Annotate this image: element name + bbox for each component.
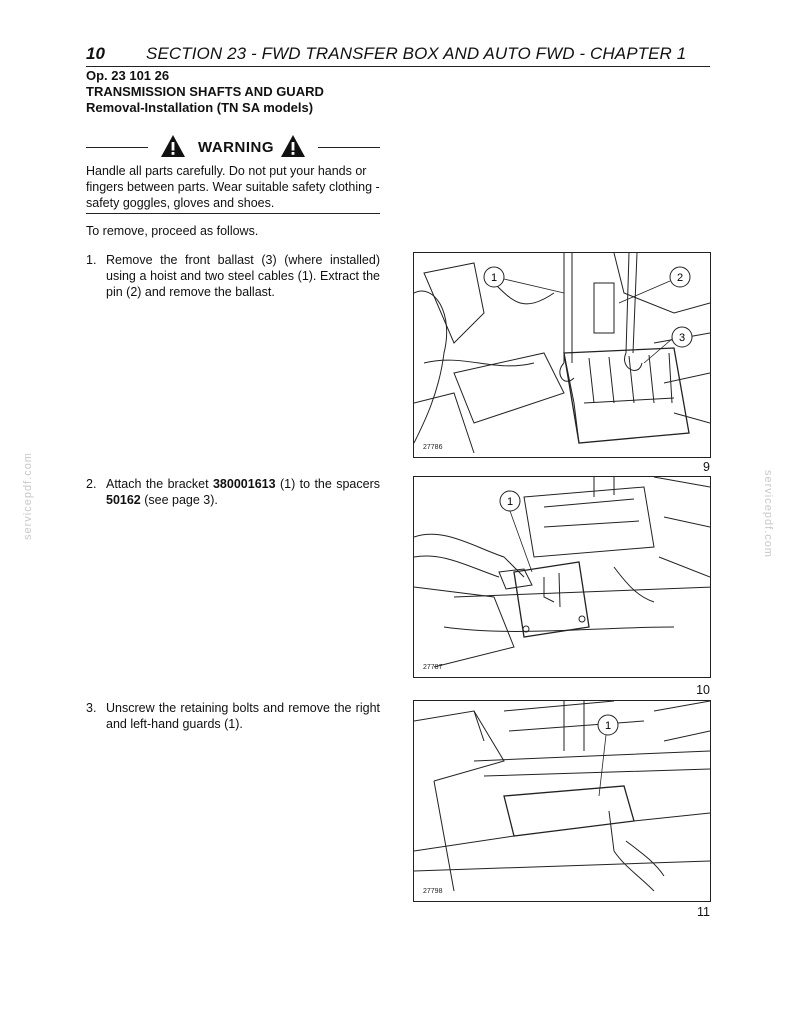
bracket-illustration (414, 477, 710, 677)
step-text (106, 476, 380, 508)
callout-1: 1 (490, 272, 498, 284)
figure-code: 27787 (423, 664, 443, 671)
operation-subtitle: Removal-Installation (TN SA models) (86, 100, 314, 115)
warning-rule-right (318, 147, 380, 148)
figure-code: 27786 (423, 444, 443, 451)
callout-3: 3 (678, 332, 686, 344)
page-number: 10 (86, 44, 105, 63)
step-number: 1. (86, 253, 97, 267)
warning-triangle-icon (280, 134, 306, 158)
figure-number: 9 (703, 460, 710, 474)
figure-10-bracket (413, 476, 711, 678)
warning-divider (86, 213, 380, 214)
step-text-part: Attach the bracket (106, 477, 213, 491)
warning-banner (86, 134, 380, 160)
guards-illustration (414, 701, 710, 901)
figure-number: 11 (697, 905, 710, 919)
bracket-part-number: 380001613 (212, 477, 276, 491)
callout-1: 1 (604, 720, 612, 732)
figure-code: 27798 (423, 888, 443, 895)
figure-9-front-ballast (413, 252, 711, 458)
warning-rule-left (86, 147, 148, 148)
operation-code: Op. 23 101 26 (86, 68, 170, 83)
page-header (86, 42, 710, 67)
step-text: Unscrew the retaining bolts and remove the right and left-hand guards (1). (106, 701, 380, 731)
warning-triangle-icon (160, 134, 186, 158)
watermark-right: servicepdf.com (762, 470, 774, 558)
step-text: Remove the front ballast (3) (where installed) using a hoist and two steel cables (1). Extract the pin (2) and remove the ballast. (106, 253, 380, 299)
callout-1: 1 (506, 496, 514, 508)
ballast-illustration (414, 253, 710, 457)
step-text-part: (see page 3). (140, 493, 218, 507)
operation-heading (86, 68, 324, 116)
step-text-part: (1) to the spacers (275, 477, 380, 491)
callout-2: 2 (676, 272, 684, 284)
figure-11-guards (413, 700, 711, 902)
watermark-left: servicepdf.com (22, 452, 34, 540)
step-number: 3. (86, 701, 97, 715)
warning-label: WARNING (198, 139, 274, 156)
operation-title: TRANSMISSION SHAFTS AND GUARD (86, 84, 324, 99)
warning-text: Handle all parts carefully. Do not put your hands or fingers between parts. Wear suitable safety clothing - safety goggles, gloves and shoes. (86, 164, 380, 210)
section-title: SECTION 23 - FWD TRANSFER BOX AND AUTO FWD - CHAPTER 1 (146, 44, 687, 63)
intro-text: To remove, proceed as follows. (86, 224, 259, 238)
step-number: 2. (86, 477, 97, 491)
spacer-part-number: 50162 (106, 493, 141, 507)
figure-number: 10 (696, 683, 710, 697)
